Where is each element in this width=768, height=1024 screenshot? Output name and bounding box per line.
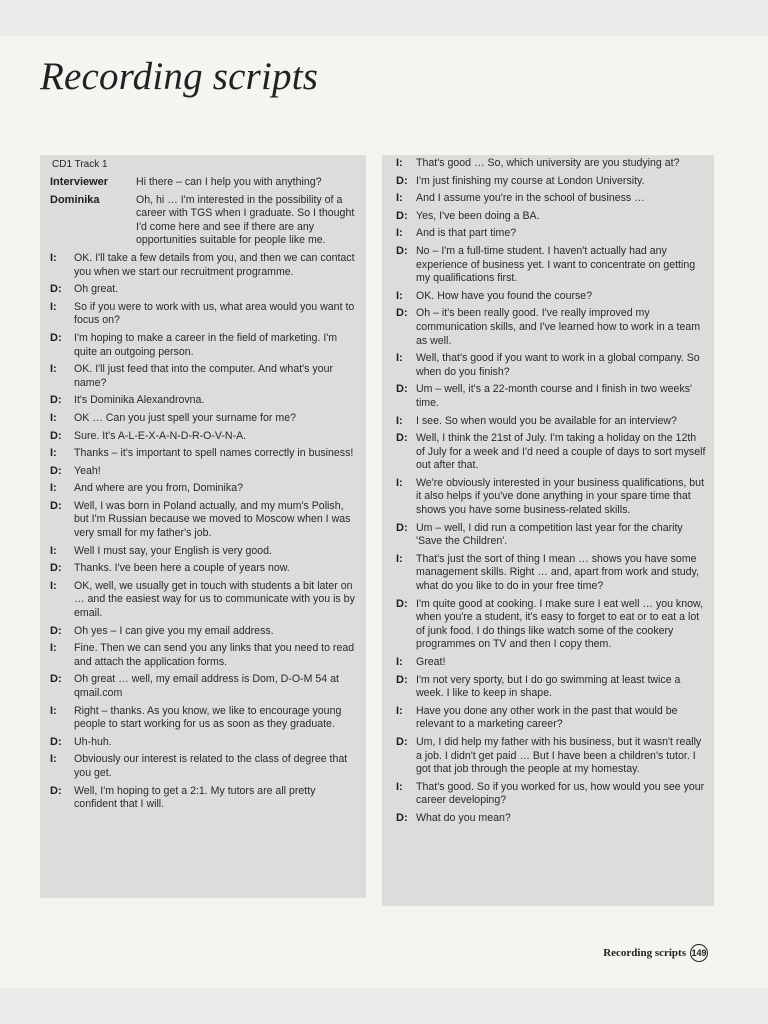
dialogue-line (396, 157, 706, 171)
dialogue-text: Well, I'm hoping to get a 2:1. My tutors are all pretty confident that I will. (74, 784, 316, 811)
dialogue-text: Yeah! (74, 464, 101, 477)
dialogue-line (396, 175, 706, 189)
dialogue-text: So if you were to work with us, what area would you want to focus on? (74, 300, 355, 327)
dialogue-line (50, 447, 358, 461)
dialogue-text: Obviously our interest is related to the class of degree that you get. (74, 753, 348, 779)
dialogue-text: That's good … So, which university are you studying at? (416, 157, 680, 169)
dialogue-text: I'm just finishing my course at London University. (416, 174, 645, 187)
dialogue-text: Oh – it's been really good. I've really improved my communication skills, and I've learned how to work in a team as well. (416, 307, 701, 347)
dialogue-text: Um, I did help my father with his business, but it wasn't really a job. I didn't get paid … But I have been a children's tutor. I got that job through the people at my homestay. (416, 735, 702, 776)
speaker-label: D: (50, 429, 62, 442)
dialogue-text: It's Dominika Alexandrovna. (74, 394, 205, 407)
dialogue-line (396, 736, 706, 777)
dialogue-text: Oh great. (74, 283, 119, 296)
dialogue-text: Right – thanks. As you know, we like to encourage young people to start working for us as soon as they graduate. (74, 704, 342, 731)
dialogue-line (50, 580, 358, 621)
dialogue-line (50, 562, 358, 576)
speaker-label: I: (396, 289, 403, 302)
page-title: Recording scripts (40, 55, 319, 98)
dialogue-text: Hi there – can I help you with anything? (136, 176, 322, 188)
speaker-label: I: (50, 251, 57, 264)
speaker-label: D: (396, 673, 408, 686)
dialogue-line (50, 545, 358, 559)
dialogue-text: OK. I'll take a few details from you, and then we can contact you when we start our recruitment programme. (74, 251, 355, 278)
speaker-label: D: (50, 331, 62, 344)
dialogue-line (396, 812, 706, 826)
dialogue-line (396, 352, 706, 379)
dialogue-line (50, 642, 358, 669)
dialogue-line (396, 432, 706, 473)
speaker-label: I: (50, 704, 57, 717)
speaker-label: I: (396, 352, 403, 365)
dialogue-text: Yes, I've been doing a BA. (416, 209, 540, 222)
page-number: 149 (690, 944, 708, 962)
footer-label: Recording scripts (603, 947, 686, 959)
speaker-label: I: (396, 227, 403, 240)
dialogue-line (396, 553, 706, 594)
speaker-label: I: (50, 753, 57, 766)
dialogue-text: What do you mean? (416, 811, 511, 824)
dialogue-text: And I assume you're in the school of business … (416, 192, 645, 205)
dialogue-line (50, 482, 358, 496)
dialogue-line (50, 785, 358, 812)
dialogue-text: That's good. So if you worked for us, how would you see your career developing? (416, 780, 705, 807)
speaker-label: I: (50, 447, 57, 460)
dialogue-line (50, 625, 358, 639)
speaker-label: I: (50, 411, 57, 424)
speaker-label: I: (396, 656, 403, 668)
dialogue-line (50, 412, 358, 426)
dialogue-line (50, 252, 358, 279)
speaker-label: D: (396, 597, 408, 610)
speaker-label: I: (396, 192, 403, 205)
speaker-label: I: (396, 476, 403, 489)
speaker-label: I: (396, 780, 403, 793)
speaker-label: D: (396, 307, 408, 320)
dialogue-text: Well, I think the 21st of July. I'm taking a holiday on the 12th of July for a week and I'd need a couple of days to sort myself out after that. (416, 432, 706, 472)
speaker-label: D: (50, 562, 62, 575)
dialogue-line (396, 674, 706, 701)
dialogue-text: OK. I'll just feed that into the computer. And what's your name? (74, 363, 334, 389)
dialogue-line (396, 656, 706, 670)
dialogue-line (50, 332, 358, 359)
speaker-label: D: (50, 394, 62, 407)
dialogue-line (396, 245, 706, 286)
speaker-label: I: (50, 482, 57, 495)
dialogue-text: Um – well, I did run a competition last year for the charity 'Save the Children'. (416, 521, 683, 548)
dialogue-text: I'm not very sporty, but I do go swimming at least twice a week. I like to keep in shape. (416, 673, 681, 700)
speaker-label: I: (396, 704, 403, 717)
dialogue-line (50, 500, 358, 541)
dialogue-text: I'm quite good at cooking. I make sure I eat well … you know, when you're a student, it's easy to forget to eat or to eat a lot of junk food. I do things like watch some of the cookery programmes on TV and then I copy them. (416, 597, 704, 651)
dialogue-text: And where are you from, Dominika? (74, 482, 243, 495)
dialogue-line (396, 522, 706, 549)
dialogue-text: OK, well, we usually get in touch with students a bit later on … and the easiest way for us to communicate with you is by email. (74, 579, 355, 620)
dialogue-text: OK. How have you found the course? (416, 289, 593, 302)
dialogue-text: We're obviously interested in your business qualifications, but it also helps if you've done anything in your spare time that shows you have some business-related skills. (416, 476, 705, 517)
right-entries (396, 157, 706, 826)
speaker-label: D: (50, 499, 62, 512)
speaker-label: D: (396, 209, 408, 222)
dialogue-line (50, 283, 358, 297)
dialogue-line (396, 290, 706, 304)
dialogue-text: Great! (416, 656, 446, 668)
dialogue-text: I see. So when would you be available for an interview? (416, 414, 677, 427)
speaker-label: Dominika (50, 193, 100, 206)
script-column-right (382, 155, 714, 906)
dialogue-text: No – I'm a full-time student. I haven't actually had any experience of business yet. I want to concentrate on getting my qualifications first. (416, 244, 696, 285)
speaker-label: D: (50, 735, 62, 748)
speaker-label: I: (396, 552, 403, 565)
dialogue-text: Have you done any other work in the past that would be relevant to a marketing career? (416, 704, 678, 731)
dialogue-line (50, 430, 358, 444)
speaker-label: D: (50, 624, 62, 637)
dialogue-line (396, 227, 706, 241)
speaker-label: I: (50, 642, 57, 655)
dialogue-text: That's just the sort of thing I mean … shows you have some management skills. Right … and, apart from work and study, what do you like to do in your free time? (416, 552, 700, 593)
dialogue-line (396, 415, 706, 429)
dialogue-line (50, 465, 358, 479)
dialogue-line (396, 307, 706, 348)
dialogue-text: Oh yes – I can give you my email address. (74, 624, 274, 637)
dialogue-line (50, 736, 358, 750)
dialogue-line (396, 477, 706, 518)
speaker-label: Interviewer (50, 176, 109, 188)
speaker-label: I: (50, 300, 57, 313)
speaker-label: D: (50, 283, 62, 296)
left-entries (50, 176, 358, 812)
dialogue-line (50, 194, 358, 248)
speaker-label: D: (396, 811, 408, 824)
dialogue-line (396, 383, 706, 410)
dialogue-text: Fine. Then we can send you any links that you need to read and attach the application forms. (74, 642, 355, 668)
dialogue-line (396, 598, 706, 652)
script-column-left (40, 155, 366, 898)
track-label: CD1 Track 1 (52, 159, 108, 170)
dialogue-text: Uh-huh. (74, 735, 112, 748)
dialogue-text: Well I must say, your English is very good. (74, 544, 273, 557)
speaker-label: I: (396, 157, 403, 169)
speaker-label: D: (396, 383, 408, 396)
dialogue-text: I'm hoping to make a career in the field of marketing. I'm quite an outgoing person. (74, 331, 338, 358)
speaker-label: D: (396, 432, 408, 445)
speaker-label: I: (396, 414, 403, 427)
page-footer (603, 944, 708, 962)
dialogue-line (396, 781, 706, 808)
dialogue-line (50, 673, 358, 700)
speaker-label: D: (396, 521, 408, 534)
dialogue-text: Well, I was born in Poland actually, and my mum's Polish, but I'm Russian because we moved to Moscow when I was very small for my father's job. (74, 499, 351, 540)
dialogue-line (50, 363, 358, 390)
speaker-label: D: (396, 244, 408, 257)
dialogue-text: Oh, hi … I'm interested in the possibility of a career with TGS when I graduate. So I thought I'd come here and see if there are any opportunities suitable for people like me. (136, 193, 355, 247)
speaker-label: D: (396, 735, 408, 748)
speaker-label: D: (50, 464, 62, 477)
dialogue-text: Thanks. I've been here a couple of years now. (74, 562, 290, 575)
dialogue-line (50, 301, 358, 328)
dialogue-text: Oh great … well, my email address is Dom, D-O-M 54 at qmail.com (74, 673, 339, 699)
dialogue-line (396, 192, 706, 206)
dialogue-line (50, 753, 358, 780)
speaker-label: I: (50, 579, 57, 592)
dialogue-line (50, 394, 358, 408)
dialogue-text: Well, that's good if you want to work in a global company. So when do you finish? (416, 352, 700, 378)
dialogue-text: Thanks – it's important to spell names correctly in business! (74, 447, 354, 460)
speaker-label: D: (50, 673, 62, 686)
dialogue-text: OK … Can you just spell your surname for me? (74, 411, 296, 424)
dialogue-line (50, 705, 358, 732)
speaker-label: D: (50, 784, 62, 797)
speaker-label: I: (50, 363, 57, 376)
dialogue-line (396, 705, 706, 732)
speaker-label: I: (50, 544, 57, 557)
dialogue-text: Sure. It's A-L-E-X-A-N-D-R-O-V-N-A. (74, 429, 247, 442)
speaker-label: D: (396, 174, 408, 187)
dialogue-line (50, 176, 358, 190)
dialogue-text: Um – well, it's a 22-month course and I finish in two weeks' time. (416, 383, 693, 409)
dialogue-line (396, 210, 706, 224)
dialogue-text: And is that part time? (416, 227, 517, 240)
